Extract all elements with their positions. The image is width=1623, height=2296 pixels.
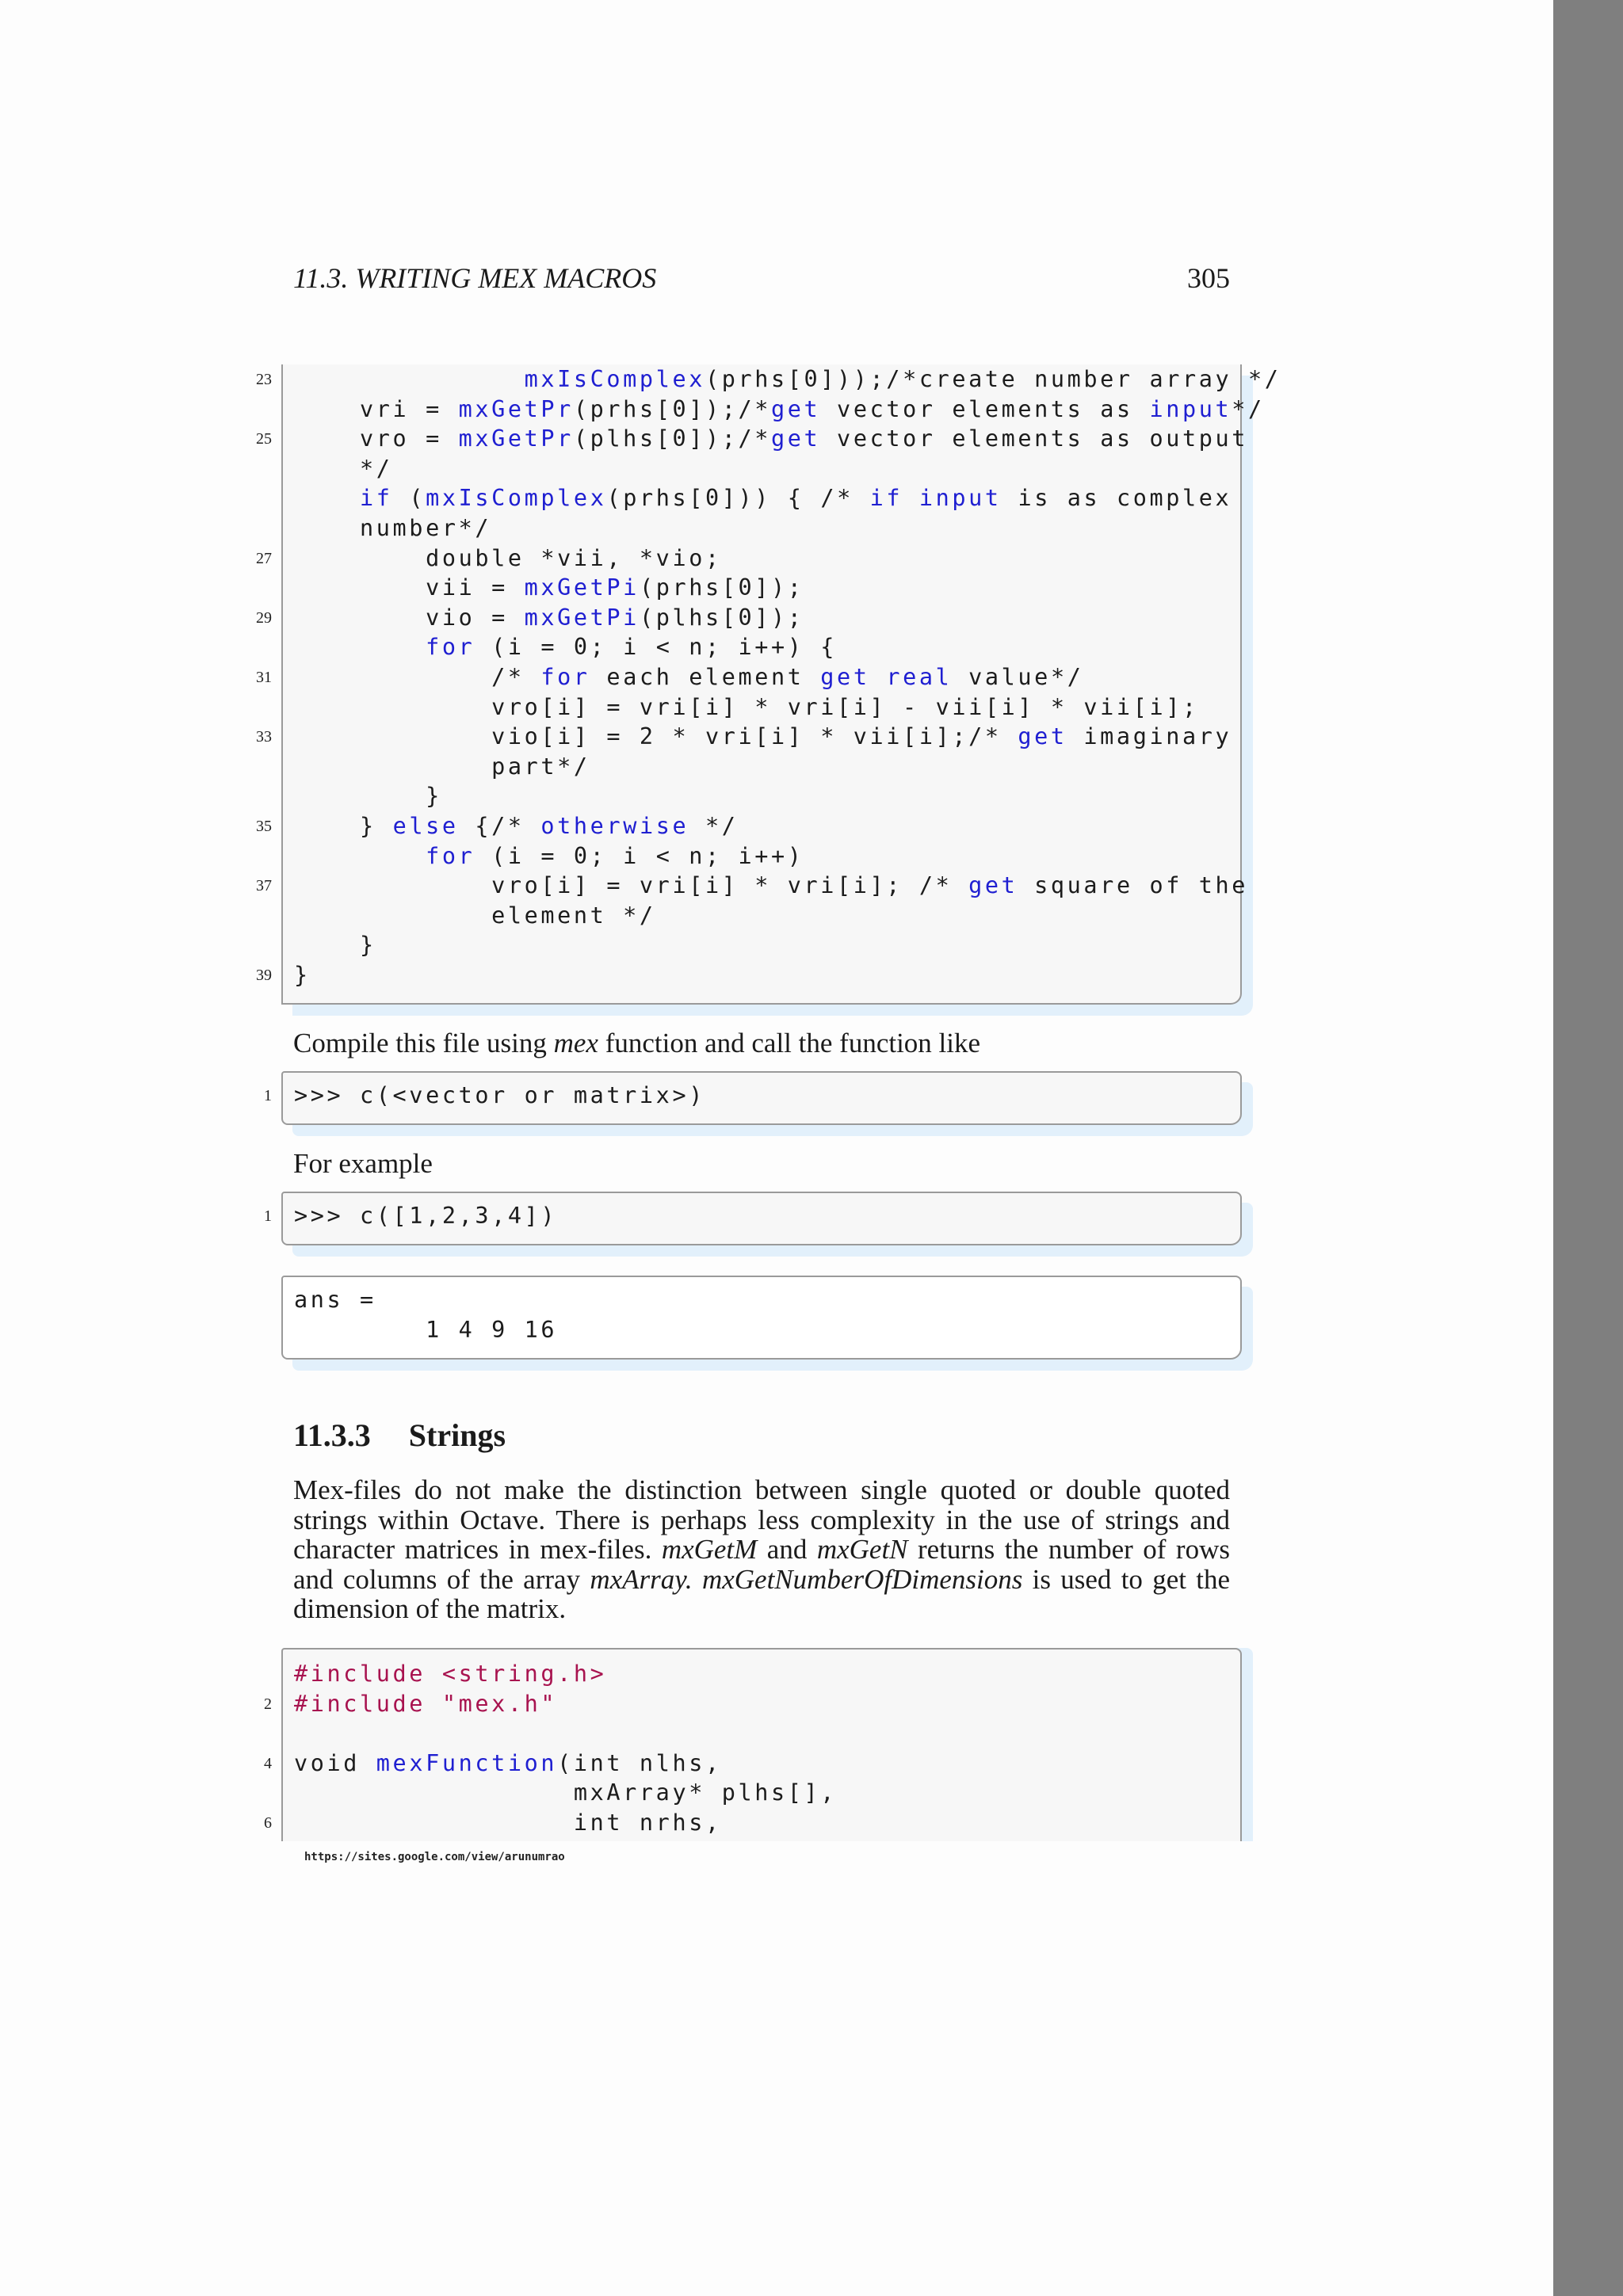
code-token: mxArray* plhs[], [294,1779,838,1806]
code-text [294,1689,557,1719]
code-text [294,1315,557,1345]
code-keyword: for [426,634,475,661]
paragraph-strings: Mex-files do not make the distinction between single quoted or double quoted strings within Octave. There is perhaps less complexity in the use of strings and character matrices in mex-files. mxGetM and mxGetN returns the number of rows and columns of the array mxArray. mxGetNumberOfDimensions is used to get the dimension of the matrix. [293,1474,1231,1624]
code-token: part*/ [294,753,590,780]
code-text [294,632,837,662]
code-token [903,485,919,511]
code-line [256,543,1240,574]
code-line [264,1689,1240,1719]
code-token: */ [1232,395,1265,422]
code-text [294,1659,606,1689]
code-text [294,662,1083,692]
code-token: is as complex [1001,485,1232,512]
code-call-numeric [264,1192,1242,1245]
code-line [256,722,1240,752]
section-heading [293,1417,506,1454]
code-token: vii = [294,574,525,601]
code-line [283,454,1240,484]
code-keyword: mxIsComplex [524,366,705,392]
code-token: } [294,813,393,839]
code-line [256,662,1240,692]
code-line [283,841,1240,871]
code-text [294,1201,557,1231]
line-number: 1 [264,1087,272,1104]
code-keyword: mxGetPr [458,395,574,422]
code-text [294,513,491,543]
code-listing-strings [264,1648,1242,1841]
code-line [283,781,1240,811]
code-line [256,603,1240,633]
code-line [264,1749,1240,1779]
code-token: vro[i] = vri[i] * vri[i] - vii[i] * vii[i]; [294,693,1199,720]
line-number: 1 [264,1207,272,1225]
code-text [294,781,442,811]
code-token: square of the [1018,872,1249,899]
code-token: ( [392,485,426,512]
paragraph-compile: Compile this file using mex function and call the function like [293,1028,981,1058]
code-token: vector elements as output [820,425,1249,452]
line-number: 25 [256,430,272,448]
code-text [294,454,393,484]
code-text [294,930,376,960]
code-line [256,871,1249,901]
line-number: 39 [256,967,272,984]
code-text [294,1749,722,1779]
code-text [294,603,804,633]
code-listing-c-loop [256,364,1281,1005]
code-token: } [294,962,311,988]
code-keyword: for [426,842,475,869]
code-line [256,811,1240,841]
code-token: number*/ [294,515,492,541]
code-token: (plhs[0]); [639,604,804,631]
code-line [283,632,1240,662]
code-text [294,692,1199,723]
section-number: 11.3.3 [293,1417,371,1453]
code-keyword: mexFunction [376,1749,558,1776]
code-token: int nrhs, [294,1810,722,1836]
line-number: 2 [264,1695,272,1713]
code-text [294,841,804,871]
code-line [264,1808,1240,1838]
code-token [294,485,360,511]
line-number: 35 [256,818,272,835]
code-token: each element [590,664,821,690]
footer-url: https://sites.google.com/view/arunumrao [304,1851,565,1863]
code-token [294,843,426,869]
code-text [294,573,804,603]
code-line [283,573,1240,603]
code-text [294,752,590,782]
paragraph-for-example: For example [293,1148,433,1179]
code-keyword: mxGetPi [524,574,640,601]
code-keyword: get [771,395,821,422]
code-keyword: mxGetPi [524,604,640,631]
code-preprocessor: #include "mex.h" [294,1690,558,1717]
code-token: vro[i] = vri[i] * vri[i]; /* [294,872,969,899]
code-line [283,395,1265,425]
code-line [256,364,1281,395]
code-token: imaginary [1067,723,1232,750]
code-token: value*/ [952,664,1084,690]
code-keyword: for [540,664,590,690]
code-token: */ [689,813,739,839]
code-line [283,1315,1240,1345]
code-keyword: get [968,872,1018,899]
code-text [294,364,1281,395]
code-line [256,424,1249,454]
code-keyword: real [886,664,953,690]
code-text [294,1808,722,1838]
code-token: (prhs[0])) { /* [606,485,870,512]
code-token: vector elements as [820,395,1150,422]
header-title: 11.3. WRITING MEX MACROS [293,262,657,294]
code-token: >>> c([1,2,3,4]) [294,1203,558,1229]
code-token: void [294,1749,376,1776]
line-number: 33 [256,728,272,746]
code-token: */ [294,455,393,482]
code-text [294,483,1232,513]
code-text [294,543,722,574]
line-number: 37 [256,877,272,895]
running-header [293,261,1230,298]
code-token: (prhs[0]);/* [573,395,772,422]
code-token: vio[i] = 2 * vri[i] * vii[i];/* [294,723,1018,750]
code-token [294,366,525,392]
line-number: 4 [264,1754,272,1772]
code-line [283,901,1240,931]
code-call-example [264,1071,1242,1125]
code-token: >>> c(<vector or matrix>) [294,1082,705,1108]
code-keyword: mxIsComplex [426,485,607,512]
section-title: Strings [408,1417,506,1453]
code-text [294,722,1232,752]
code-text [294,871,1248,901]
code-line [283,1285,1240,1315]
code-line [283,1778,1240,1808]
code-line [283,692,1240,723]
code-token: (int nlhs, [557,1749,722,1776]
code-keyword: get [820,664,870,690]
code-token: (i = 0; i < n; i++) { [475,634,838,661]
code-token: element */ [294,902,656,929]
code-text [294,395,1265,425]
code-token: {/* [458,813,541,839]
code-token: double *vii, *vio; [294,544,722,571]
code-line [264,1081,1240,1111]
code-token: (plhs[0]);/* [573,425,772,452]
code-token: 1 4 9 16 [294,1316,558,1343]
code-preprocessor: #include <string.h> [294,1661,607,1687]
code-token: vio = [294,604,525,631]
code-token: (prhs[0]); [639,574,804,601]
code-keyword: otherwise [540,813,689,839]
code-token: vro = [294,425,459,452]
code-line [264,1201,1240,1231]
code-text [294,1081,705,1111]
code-token: (prhs[0]));/*create number array */ [705,366,1281,392]
code-keyword: get [1018,723,1067,750]
line-number: 23 [256,371,272,388]
page-number: 305 [1187,262,1230,294]
code-line [283,930,1240,960]
code-keyword: input [1149,395,1232,422]
code-token: (i = 0; i < n; i++) [475,842,804,869]
line-number: 29 [256,608,272,627]
code-text [294,424,1248,454]
code-token [870,664,887,690]
code-text [294,901,656,931]
code-line [283,752,1240,782]
emph-mex: mex [553,1028,598,1058]
code-keyword: get [771,425,821,452]
code-token: ans = [294,1287,376,1313]
code-token: vri = [294,395,459,422]
code-line [256,960,1240,990]
code-token: } [294,783,442,810]
code-text [294,1285,376,1315]
code-text [294,811,739,841]
code-keyword: if [360,485,393,512]
line-number: 27 [256,549,272,567]
code-keyword: input [918,485,1002,512]
code-keyword: if [869,485,903,512]
line-number: 6 [264,1814,272,1832]
code-line [283,1718,1240,1749]
code-line [283,483,1240,513]
code-keyword: mxGetPr [458,425,574,452]
code-text [294,1778,837,1808]
code-output [281,1276,1242,1360]
code-line [283,1659,1240,1689]
code-text [294,960,311,990]
page-edge-bar [1553,0,1623,2296]
code-token: } [294,932,376,959]
code-token: /* [294,664,541,690]
line-number: 31 [256,669,272,686]
code-token [294,634,426,660]
code-line [283,513,1240,543]
code-keyword: else [392,813,459,839]
